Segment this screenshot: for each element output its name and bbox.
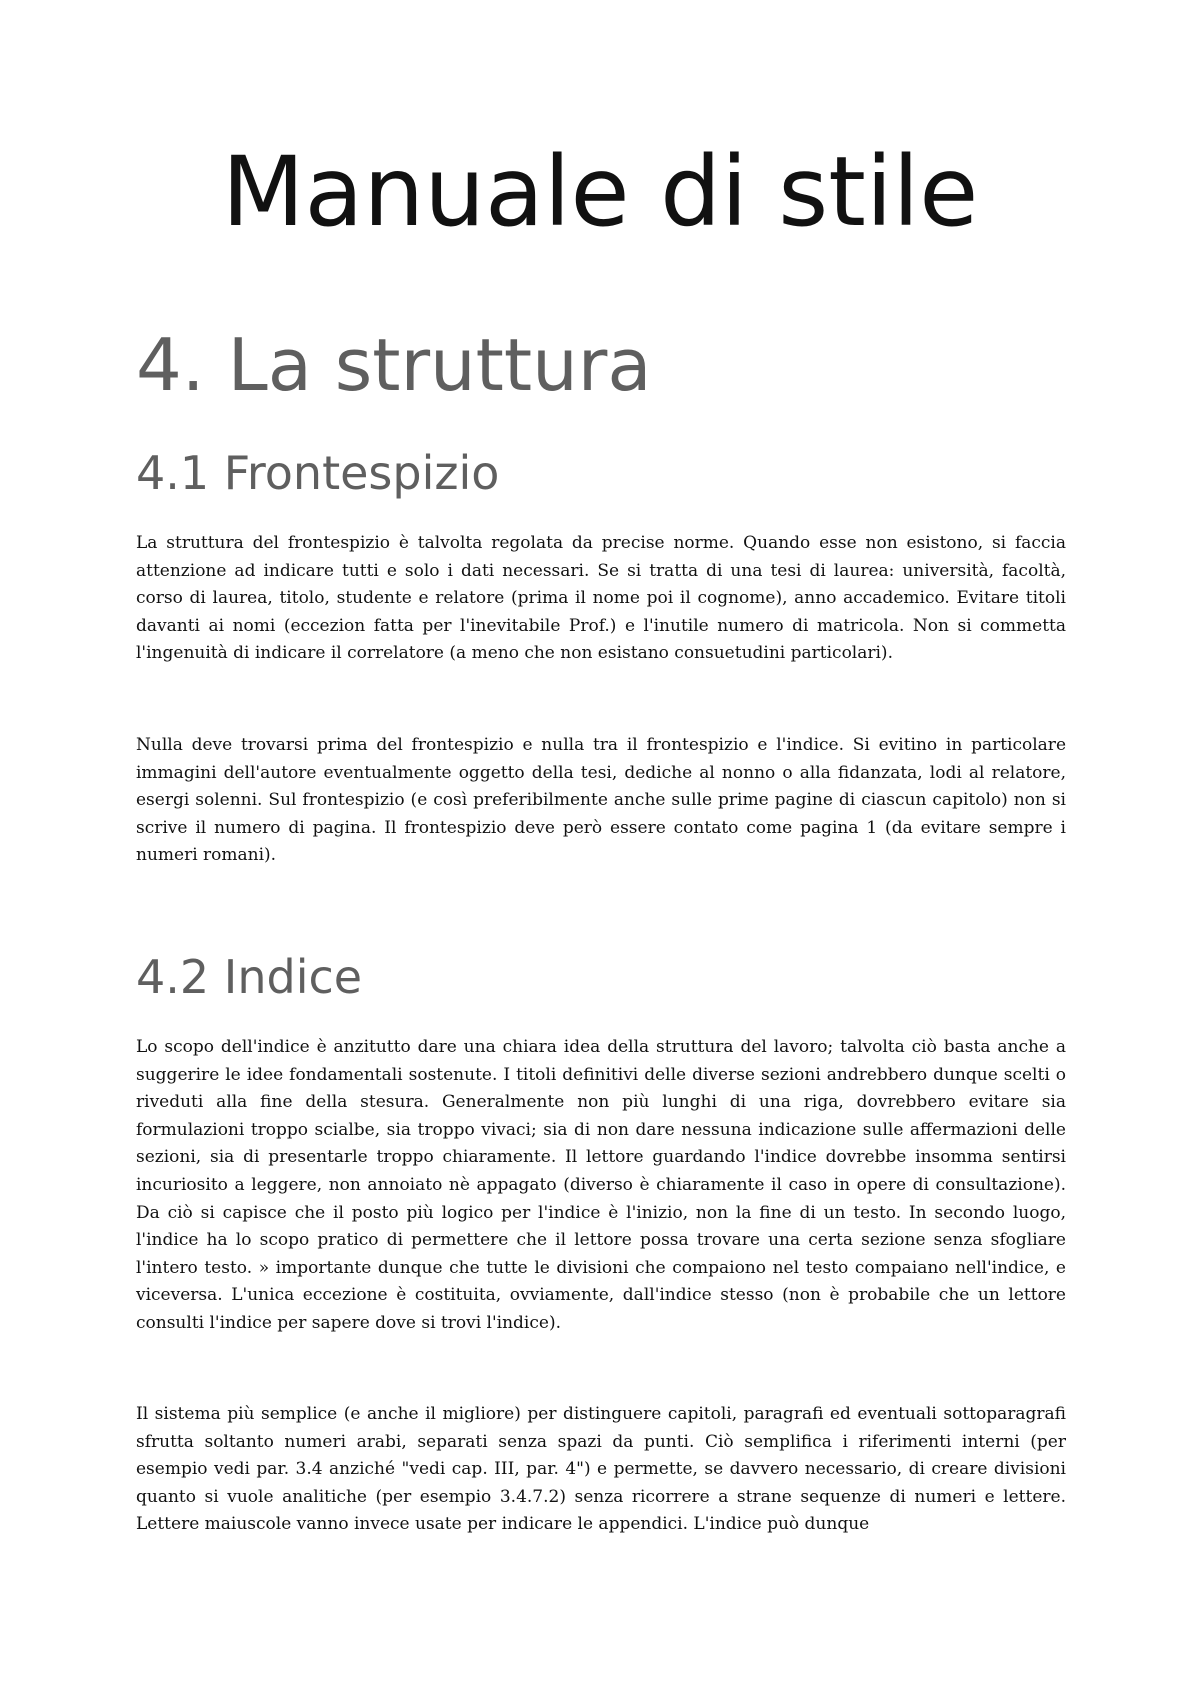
paragraph-indice-1: Lo scopo dell'indice è anzitutto dare una chiara idea della struttura del lavoro; talvolta ciò basta anche a suggerire le idee fondamentali sostenute. I titoli definitivi delle diverse sezioni andrebbero dunque scelti o riveduti alla fine della stesura. Generalmente non più lunghi di una riga, dovrebbero evitare sia formulazioni troppo scialbe, sia troppo vivaci; sia di non dare nessuna indicazione sulle affermazioni delle sezioni, sia di presentarle troppo chiaramente. Il lettore guardando l'indice dovrebbe insomma sentirsi incuriosito a leggere, non annoiato nè appagato (diverso è chiaramente il caso in opere di consultazione). Da ciò si capisce che il posto più logico per l'indice è l'inizio, non la fine di un testo. In secondo luogo, l'indice ha lo scopo pratico di permettere che il lettore possa trovare una certa sezione senza sfogliare l'intero testo. » importante dunque che tutte le divisioni che compaiono nel testo compaiano nell'indice, e viceversa. L'unica eccezione è costituita, ovviamente, dall'indice stesso (non è probabile che un lettore consulti l'indice per sapere dove si trovi l'indice).: [136, 1037, 1066, 1333]
section-heading-indice: 4.2 Indice: [136, 950, 363, 1004]
section-heading-frontespizio: 4.1 Frontespizio: [136, 446, 500, 500]
paragraph-frontespizio-2: Nulla deve trovarsi prima del frontespizio e nulla tra il frontespizio e l'indice. Si evitino in particolare immagini dell'autore eventualmente oggetto della tesi, dediche al nonno o alla fidanzata, lodi al relatore, esergi solenni. Sul frontespizio (e così preferibilmente anche sulle prime pagine di ciascun capitolo) non si scrive il numero di pagina. Il frontespizio deve però essere contato come pagina 1 (da evitare sempre i numeri romani).: [136, 735, 1066, 866]
paragraph-frontespizio-1: La struttura del frontespizio è talvolta regolata da precise norme. Quando esse non esistono, si faccia attenzione ad indicare tutti e solo i dati necessari. Se si tratta di una tesi di laurea: università, facoltà, corso di laurea, titolo, studente e relatore (prima il nome poi il cognome), anno accademico. Evitare titoli davanti ai nomi (eccezion fatta per l'inevitabile Prof.) e l'inutile numero di matricola. Non si commetta l'ingenuità di indicare il correlatore (a meno che non esistano consuetudini particolari).: [136, 533, 1066, 664]
chapter-heading: 4. La struttura: [136, 323, 652, 407]
document-title: Manuale di stile: [221, 136, 979, 248]
paragraph-indice-2: Il sistema più semplice (e anche il migliore) per distinguere capitoli, paragrafi ed eventuali sottoparagrafi sfrutta soltanto numeri arabi, separati senza spazi da punti. Ciò semplifica i riferimenti interni (per esempio vedi par. 3.4 anziché "vedi cap. III, par. 4") e permette, se davvero necessario, di creare divisioni quanto si vuole analitiche (per esempio 3.4.7.2) senza ricorrere a strane sequenze di numeri e lettere. Lettere maiuscole vanno invece usate per indicare le appendici. L'indice può dunque: [136, 1404, 1066, 1535]
